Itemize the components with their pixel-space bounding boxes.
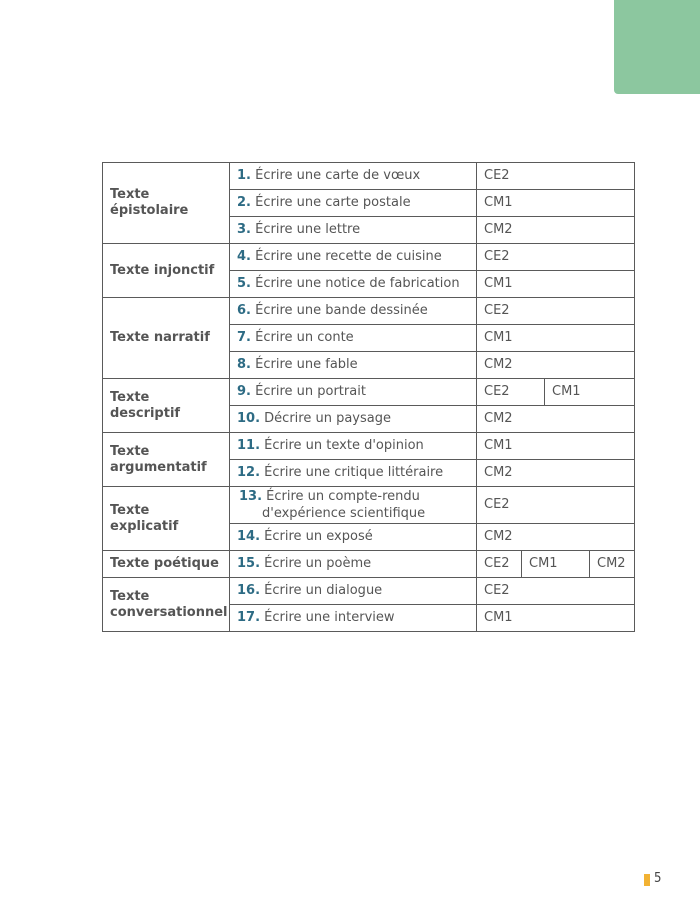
activity-cell (230, 352, 477, 379)
level-cell: CM2 (477, 406, 635, 433)
activity-cell (230, 325, 477, 352)
category-label: Texte injonctif (103, 244, 230, 298)
table-row (103, 578, 635, 605)
table-row (103, 487, 635, 524)
category-label: Texte argumentatif (103, 433, 230, 487)
activity-number: 14. (237, 529, 261, 544)
level-cell: CM1 (477, 190, 635, 217)
activity-cell (230, 244, 477, 271)
activity-cell (230, 217, 477, 244)
table-row (103, 298, 635, 325)
level-cell: CM2 (590, 551, 635, 578)
category-label: Texte descriptif (103, 379, 230, 433)
level-cell: CM1 (545, 379, 635, 406)
activity-number: 16. (237, 583, 261, 598)
level-cell: CM2 (477, 217, 635, 244)
activity-text: Écrire un compte-rendu d'expérience scientifique (262, 489, 426, 521)
level-cell: CM1 (477, 325, 635, 352)
category-label: Texte narratif (103, 298, 230, 379)
level-cell: CE2 (477, 244, 635, 271)
activity-cell (230, 460, 477, 487)
activity-text: Écrire une carte postale (255, 195, 411, 210)
activity-cell (230, 524, 477, 551)
activity-number: 6. (237, 303, 251, 318)
activity-text: Écrire une interview (264, 610, 395, 625)
level-cell: CM1 (477, 271, 635, 298)
level-cell: CE2 (477, 379, 545, 406)
activity-text: Écrire une lettre (255, 222, 361, 237)
activity-text: Écrire un portrait (255, 384, 366, 399)
corner-tab-decoration (614, 0, 700, 94)
activity-text: Écrire une carte de vœux (255, 168, 421, 183)
activity-text: Écrire un texte d'opinion (264, 438, 424, 453)
activity-cell (230, 578, 477, 605)
level-cell: CM2 (477, 352, 635, 379)
level-cell: CM1 (522, 551, 590, 578)
activity-number: 2. (237, 195, 251, 210)
table-row (103, 244, 635, 271)
activity-number: 12. (237, 465, 261, 480)
level-cell: CM1 (477, 605, 635, 632)
level-cell: CE2 (477, 298, 635, 325)
table-row (103, 379, 635, 406)
category-label: Texte explicatif (103, 487, 230, 551)
activity-cell (230, 271, 477, 298)
category-label: Texte épistolaire (103, 163, 230, 244)
activity-number: 13. (239, 489, 263, 504)
activity-number: 7. (237, 330, 251, 345)
activity-cell (230, 163, 477, 190)
activity-number: 4. (237, 249, 251, 264)
level-cell: CM2 (477, 460, 635, 487)
table-row (103, 433, 635, 460)
activity-text: Écrire une bande dessinée (255, 303, 428, 318)
activity-number: 5. (237, 276, 251, 291)
table-row (103, 163, 635, 190)
activity-number: 10. (237, 411, 261, 426)
activity-text: Écrire un conte (255, 330, 354, 345)
activity-text: Écrire une fable (255, 357, 358, 372)
activity-text: Écrire une notice de fabrication (255, 276, 460, 291)
activity-number: 8. (237, 357, 251, 372)
activity-cell (230, 433, 477, 460)
activity-cell (230, 190, 477, 217)
activity-number: 15. (237, 556, 261, 571)
page-number: 5 (654, 871, 662, 886)
activity-text: Décrire un paysage (264, 411, 391, 426)
category-label: Texte poétique (103, 551, 230, 578)
activity-text: Écrire une critique littéraire (264, 465, 444, 480)
activity-cell (230, 406, 477, 433)
activity-cell (230, 551, 477, 578)
category-label: Texte conversationnel (103, 578, 230, 632)
activity-text: Écrire un exposé (264, 529, 373, 544)
activity-number: 9. (237, 384, 251, 399)
activity-number: 11. (237, 438, 261, 453)
writing-activities-table (102, 162, 635, 632)
table-row (103, 551, 635, 578)
activity-cell (230, 298, 477, 325)
activity-cell (230, 487, 477, 524)
level-cell: CE2 (477, 551, 522, 578)
page-number-marker (644, 874, 650, 886)
activity-text: Écrire un poème (264, 556, 372, 571)
level-cell: CE2 (477, 578, 635, 605)
activity-number: 3. (237, 222, 251, 237)
activity-text: Écrire un dialogue (264, 583, 383, 598)
level-cell: CM2 (477, 524, 635, 551)
activity-number: 1. (237, 168, 251, 183)
activity-cell (230, 379, 477, 406)
level-cell: CM1 (477, 433, 635, 460)
activity-cell (230, 605, 477, 632)
level-cell: CE2 (477, 163, 635, 190)
activity-text: Écrire une recette de cuisine (255, 249, 442, 264)
activity-number: 17. (237, 610, 261, 625)
level-cell: CE2 (477, 487, 635, 524)
